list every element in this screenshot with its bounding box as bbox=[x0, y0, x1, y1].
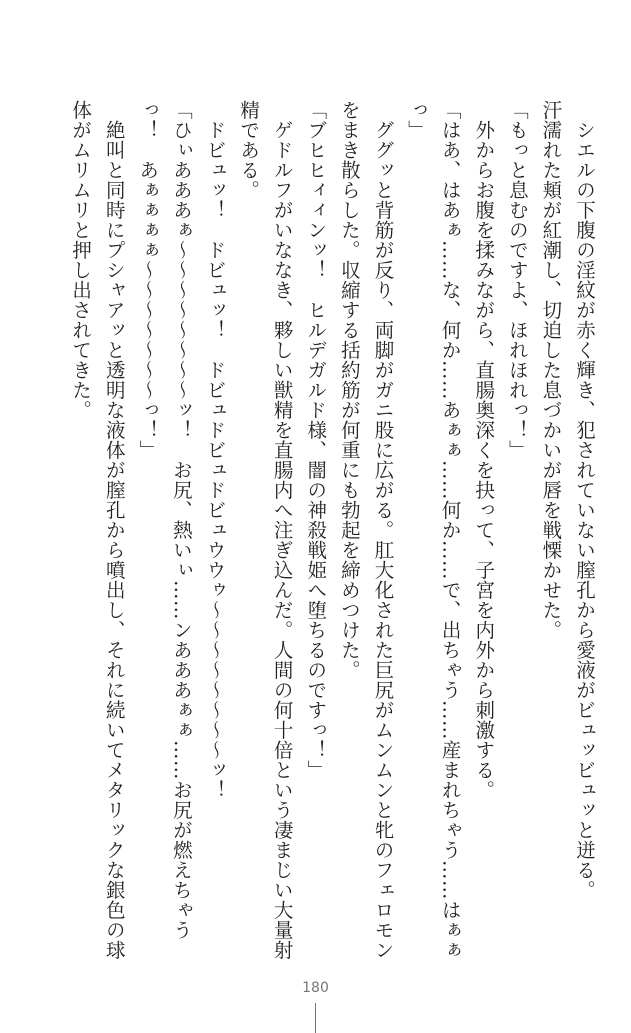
paragraph: 「はあ、はあぁ……な、何か……あぁぁ……何か……で、出ちゃう……産まれちゃう……はぁぁっ」 bbox=[405, 100, 462, 960]
paragraph: 「ブヒヒィィンッ！ ヒルデガルド様、闇の神殺戦姫へ堕ちるのですっ！」 bbox=[304, 100, 328, 780]
page-number: 180 bbox=[302, 980, 329, 996]
page-number-rule bbox=[315, 1003, 316, 1033]
paragraph: ゲドルフがいななき、夥しい獣精を直腸内へ注ぎ込んだ。人間の何十倍という凄まじい大量射精である。 bbox=[237, 100, 294, 960]
paragraph: 「もっと息むのですよ、ほれほれっ！」 bbox=[505, 100, 529, 460]
paragraph: シエルの下腹の淫紋が赤く輝き、犯されていない膣孔から愛液がビュッビュッと迸る。 bbox=[573, 100, 596, 900]
paragraph: 絶叫と同時にプシャアッと透明な液体が膣孔から噴出し、それに続いてメタリックな銀色の球体がムリムリと押し出されてきた。 bbox=[69, 100, 126, 960]
paragraph: 外からお腹を揉みながら、直腸奥深くを抉って、子宮を内外から刺激する。 bbox=[472, 100, 496, 800]
paragraph: ググッと背筋が反り、両脚がガニ股に広がる。肛大化された巨尻がムンムンと牝のフェロモンをまき散らした。収縮する括約筋が何重にも勃起を締めつけた。 bbox=[337, 100, 395, 960]
paragraph: ドビュッ！ ドビュッ！ ドビュドビュドビュウウゥ～～～～～～～～ッ！ bbox=[203, 100, 227, 800]
body-text bbox=[21, 100, 601, 960]
paragraph: 汗濡れた頬が紅潮し、切迫した息づかいが唇を戦慄かせた。 bbox=[539, 100, 563, 640]
paragraph: 「ひぃあああぁ～～～～～～～～ッ！ お尻、熱いぃ……ンあああぁぁ……お尻が燃えちゃうっ！ あぁぁぁぁ～～～～～～～っ！」 bbox=[136, 100, 193, 940]
